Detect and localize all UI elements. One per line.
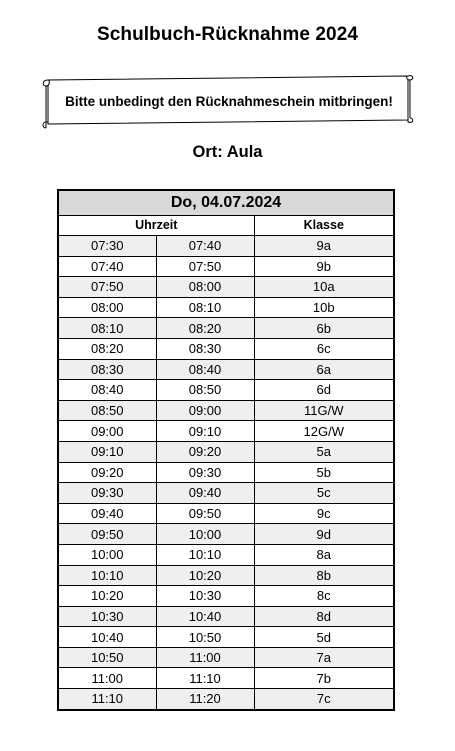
table-row	[58, 421, 394, 442]
start-time-cell: 09:50	[58, 524, 156, 545]
location-label: Ort: Aula	[192, 143, 263, 161]
table-row	[58, 277, 394, 298]
table-row	[58, 318, 394, 339]
start-time-cell: 09:20	[58, 462, 156, 483]
schedule-table	[57, 189, 395, 711]
end-time-cell: 08:20	[156, 318, 254, 339]
notice-banner	[40, 72, 416, 132]
start-time-cell: 11:10	[58, 689, 156, 710]
schedule-day-header: Do, 04.07.2024	[58, 190, 394, 216]
start-time-cell: 08:40	[58, 380, 156, 401]
table-row	[58, 524, 394, 545]
class-cell: 6b	[254, 318, 394, 339]
start-time-cell: 10:00	[58, 544, 156, 565]
start-time-cell: 09:30	[58, 483, 156, 504]
table-row	[58, 256, 394, 277]
table-row	[58, 544, 394, 565]
class-cell: 5d	[254, 627, 394, 648]
table-row	[58, 297, 394, 318]
end-time-cell: 08:50	[156, 380, 254, 401]
start-time-cell: 08:50	[58, 400, 156, 421]
table-row	[58, 359, 394, 380]
class-cell: 11G/W	[254, 400, 394, 421]
table-row	[58, 647, 394, 668]
class-cell: 9c	[254, 503, 394, 524]
end-time-cell: 11:00	[156, 647, 254, 668]
start-time-cell: 10:40	[58, 627, 156, 648]
end-time-cell: 07:40	[156, 236, 254, 257]
table-row	[58, 586, 394, 607]
end-time-cell: 08:00	[156, 277, 254, 298]
class-cell: 6d	[254, 380, 394, 401]
class-cell: 8a	[254, 544, 394, 565]
table-row	[58, 668, 394, 689]
end-time-cell: 09:30	[156, 462, 254, 483]
end-time-cell: 10:00	[156, 524, 254, 545]
notice-text: Bitte unbedingt den Rücknahmeschein mitbringen!	[65, 93, 393, 109]
end-time-cell: 09:50	[156, 503, 254, 524]
page-title: Schulbuch-Rücknahme 2024	[96, 24, 359, 45]
class-column-header: Klasse	[254, 216, 394, 236]
end-time-cell: 08:10	[156, 297, 254, 318]
class-cell: 5a	[254, 441, 394, 462]
table-row	[58, 462, 394, 483]
class-cell: 6a	[254, 359, 394, 380]
end-time-cell: 08:40	[156, 359, 254, 380]
start-time-cell: 09:00	[58, 421, 156, 442]
end-time-cell: 10:20	[156, 565, 254, 586]
class-cell: 9d	[254, 524, 394, 545]
start-time-cell: 10:30	[58, 606, 156, 627]
start-time-cell: 10:20	[58, 586, 156, 607]
end-time-cell: 09:40	[156, 483, 254, 504]
table-row	[58, 338, 394, 359]
end-time-cell: 09:20	[156, 441, 254, 462]
end-time-cell: 10:30	[156, 586, 254, 607]
start-time-cell: 09:40	[58, 503, 156, 524]
time-column-header: Uhrzeit	[58, 216, 254, 236]
table-row	[58, 503, 394, 524]
end-time-cell: 11:10	[156, 668, 254, 689]
table-row	[58, 380, 394, 401]
end-time-cell: 10:10	[156, 544, 254, 565]
start-time-cell: 09:10	[58, 441, 156, 462]
start-time-cell: 08:30	[58, 359, 156, 380]
table-row	[58, 400, 394, 421]
start-time-cell: 10:50	[58, 647, 156, 668]
table-row	[58, 689, 394, 710]
table-row	[58, 236, 394, 257]
end-time-cell: 09:00	[156, 400, 254, 421]
schedule-body	[58, 236, 394, 710]
class-cell: 7c	[254, 689, 394, 710]
start-time-cell: 07:50	[58, 277, 156, 298]
start-time-cell: 07:30	[58, 236, 156, 257]
end-time-cell: 10:40	[156, 606, 254, 627]
end-time-cell: 08:30	[156, 338, 254, 359]
class-cell: 7b	[254, 668, 394, 689]
class-cell: 9b	[254, 256, 394, 277]
table-row	[58, 565, 394, 586]
class-cell: 5b	[254, 462, 394, 483]
end-time-cell: 09:10	[156, 421, 254, 442]
class-cell: 6c	[254, 338, 394, 359]
table-row	[58, 441, 394, 462]
table-row	[58, 627, 394, 648]
class-cell: 10b	[254, 297, 394, 318]
end-time-cell: 11:20	[156, 689, 254, 710]
start-time-cell: 08:10	[58, 318, 156, 339]
class-cell: 7a	[254, 647, 394, 668]
class-cell: 12G/W	[254, 421, 394, 442]
class-cell: 8c	[254, 586, 394, 607]
start-time-cell: 07:40	[58, 256, 156, 277]
start-time-cell: 11:00	[58, 668, 156, 689]
end-time-cell: 07:50	[156, 256, 254, 277]
end-time-cell: 10:50	[156, 627, 254, 648]
class-cell: 10a	[254, 277, 394, 298]
start-time-cell: 08:00	[58, 297, 156, 318]
class-cell: 5c	[254, 483, 394, 504]
table-row	[58, 483, 394, 504]
start-time-cell: 10:10	[58, 565, 156, 586]
table-row	[58, 606, 394, 627]
class-cell: 8b	[254, 565, 394, 586]
class-cell: 9a	[254, 236, 394, 257]
class-cell: 8d	[254, 606, 394, 627]
start-time-cell: 08:20	[58, 338, 156, 359]
